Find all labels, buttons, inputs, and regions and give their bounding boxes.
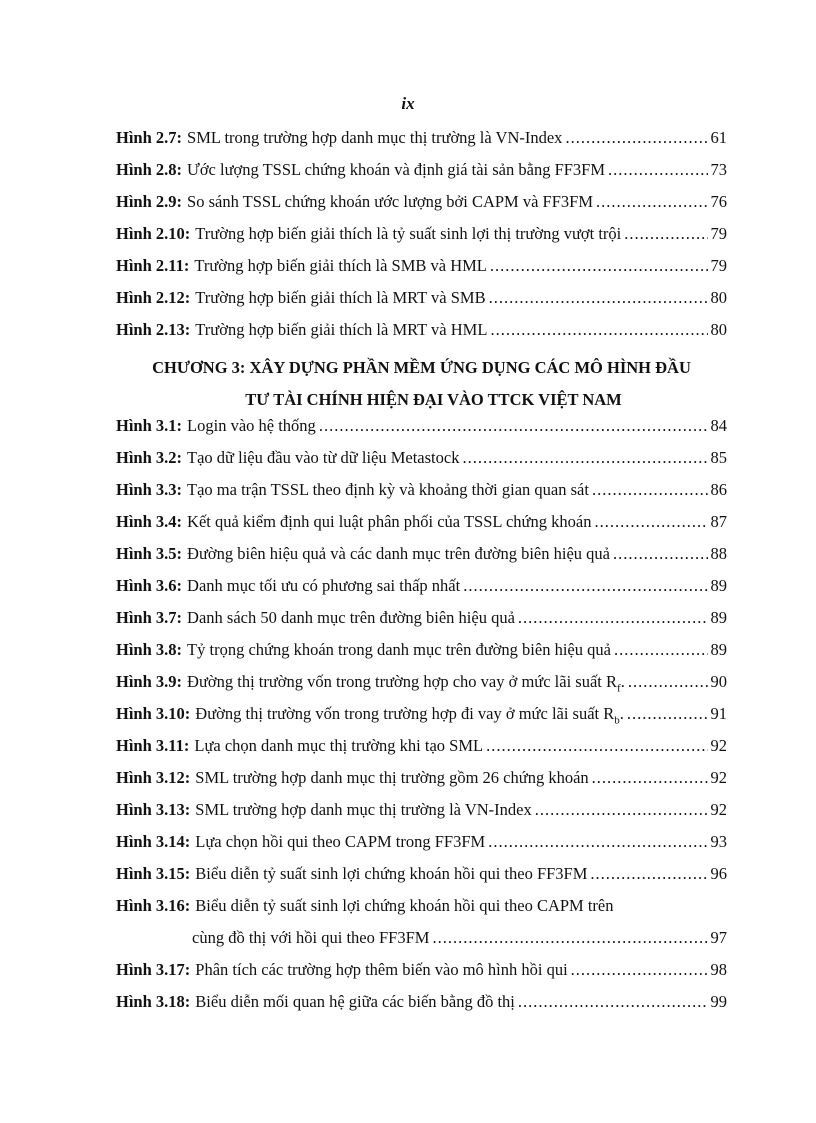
dot-leader: [489, 288, 708, 308]
figure-title: Kết quả kiểm định qui luật phân phối của TSSL chứng khoán: [187, 512, 592, 531]
page-ref: 92: [710, 800, 727, 819]
figure-label: Hình 3.6:: [116, 576, 183, 595]
toc-entry: [116, 512, 727, 544]
dot-leader: [613, 544, 708, 564]
figure-title: SML trong trường hợp danh mục thị trường là VN-Index: [187, 128, 563, 147]
figure-title: Lựa chọn danh mục thị trường khi tạo SML: [194, 736, 484, 755]
toc-entry: [116, 960, 727, 992]
dot-leader: [319, 416, 708, 436]
toc-entry: [116, 576, 727, 608]
figure-label: Hình 2.13:: [116, 320, 191, 339]
page-ref: 91: [710, 704, 727, 723]
toc-entry: [116, 800, 727, 832]
toc-entry: [116, 736, 727, 768]
dot-leader: [535, 800, 708, 820]
dot-leader: [490, 256, 708, 276]
toc-entry-line1: [116, 896, 727, 928]
dot-leader: [518, 992, 708, 1012]
figure-label: Hình 3.10:: [116, 704, 191, 723]
list-of-figures: [116, 128, 727, 1024]
figure-title: Trường hợp biến giải thích là MRT và HML: [195, 320, 488, 339]
toc-entry: [116, 288, 727, 320]
toc-entry: [116, 416, 727, 448]
figure-label: Hình 3.17:: [116, 960, 191, 979]
figure-title: Trường hợp biến giải thích là SMB và HML: [194, 256, 487, 275]
dot-leader: [628, 672, 708, 692]
toc-entry: [116, 640, 727, 672]
figure-title-text: Đường thị trường vốn trong trường hợp cho vay ở mức lãi suất R: [187, 672, 618, 691]
figure-label: Hình 2.10:: [116, 224, 191, 243]
dot-leader: [614, 640, 708, 660]
figure-label: Hình 3.13:: [116, 800, 191, 819]
page-ref: 89: [710, 640, 727, 659]
figure-title: Đường biên hiệu quả và các danh mục trên đường biên hiệu quả: [187, 544, 610, 563]
figure-title: Tạo dữ liệu đầu vào từ dữ liệu Metastock: [187, 448, 460, 467]
figure-label: Hình 3.3:: [116, 480, 183, 499]
page-ref: 99: [710, 992, 727, 1011]
dot-leader: [565, 128, 707, 148]
figure-title: Biểu diễn tỷ suất sinh lợi chứng khoán hồi qui theo CAPM trên: [195, 896, 614, 915]
toc-entry: [116, 192, 727, 224]
page-ref: 84: [710, 416, 727, 435]
dot-leader: [627, 704, 708, 724]
dot-leader: [592, 768, 708, 788]
page-ref: 92: [710, 768, 727, 787]
page-ref: 89: [710, 608, 727, 627]
dot-leader: [571, 960, 708, 980]
toc-entry: [116, 256, 727, 288]
chapter-heading-line1: CHƯƠNG 3: XÂY DỰNG PHẦN MỀM ỨNG DỤNG CÁC MÔ HÌNH ĐẦU: [152, 358, 691, 377]
figure-title: So sánh TSSL chứng khoán ước lượng bởi CAPM và FF3FM: [187, 192, 593, 211]
dot-leader: [590, 864, 707, 884]
dot-leader: [490, 320, 707, 340]
figure-label: Hình 3.2:: [116, 448, 183, 467]
figure-label: Hình 2.7:: [116, 128, 183, 147]
figure-label: Hình 2.8:: [116, 160, 183, 179]
figure-title: Phân tích các trường hợp thêm biến vào mô hình hồi qui: [195, 960, 568, 979]
figure-title: SML trường hợp danh mục thị trường là VN-Index: [195, 800, 532, 819]
toc-entry: [116, 128, 727, 160]
figure-label: Hình 3.12:: [116, 768, 191, 787]
page-ref: 73: [710, 160, 727, 179]
figure-title: [195, 704, 624, 726]
figure-title: Ước lượng TSSL chứng khoán và định giá tài sản bằng FF3FM: [187, 160, 606, 179]
figure-title-continued: cùng đồ thị với hồi qui theo FF3FM: [192, 928, 430, 947]
figure-label: Hình 2.11:: [116, 256, 190, 275]
figure-label: Hình 3.18:: [116, 992, 191, 1011]
dot-leader: [463, 576, 707, 596]
page-ref: 87: [710, 512, 727, 531]
figure-label: Hình 3.16:: [116, 896, 191, 915]
dot-leader: [608, 160, 707, 180]
dot-leader: [596, 192, 708, 212]
figure-label: Hình 3.14:: [116, 832, 191, 851]
dot-leader: [486, 736, 707, 756]
dot-leader: [488, 832, 707, 852]
figure-label: Hình 2.12:: [116, 288, 191, 307]
figure-label: Hình 3.8:: [116, 640, 183, 659]
figure-label: Hình 2.9:: [116, 192, 183, 211]
page-ref: 88: [710, 544, 727, 563]
figure-title-end: .: [619, 704, 624, 723]
toc-entry: [116, 768, 727, 800]
figure-title: Biểu diễn mối quan hệ giữa các biến bằng đồ thị: [195, 992, 515, 1011]
page-ref: 79: [710, 224, 727, 243]
page-ref: 61: [710, 128, 727, 147]
figure-title-end: .: [620, 672, 625, 691]
figure-title: Trường hợp biến giải thích là MRT và SMB: [195, 288, 486, 307]
subscript: f: [617, 682, 621, 695]
toc-entry: [116, 704, 727, 736]
toc-entry: [116, 608, 727, 640]
figure-title: Tạo ma trận TSSL theo định kỳ và khoảng thời gian quan sát: [187, 480, 589, 499]
page-ref: 76: [710, 192, 727, 211]
toc-entry: [116, 480, 727, 512]
page-ref: 96: [710, 864, 727, 883]
figure-title: Trường hợp biến giải thích là tỷ suất sinh lợi thị trường vượt trội: [195, 224, 622, 243]
page-number: ix: [401, 94, 415, 113]
figure-title: Login vào hệ thống: [187, 416, 316, 435]
figure-label: Hình 3.1:: [116, 416, 183, 435]
page-ref: 85: [710, 448, 727, 467]
page-ref: 79: [710, 256, 727, 275]
toc-entry: [116, 672, 727, 704]
figure-label: Hình 3.5:: [116, 544, 183, 563]
figure-label: Hình 3.9:: [116, 672, 183, 691]
figure-label: Hình 3.11:: [116, 736, 190, 755]
page-ref: 93: [710, 832, 727, 851]
figure-label: Hình 3.7:: [116, 608, 183, 627]
dot-leader: [624, 224, 707, 244]
figure-title: Biểu diễn tỷ suất sinh lợi chứng khoán hồi qui theo FF3FM: [195, 864, 588, 883]
toc-entry: [116, 320, 727, 352]
figure-title: Lựa chọn hồi qui theo CAPM trong FF3FM: [195, 832, 486, 851]
page-ref: 98: [710, 960, 727, 979]
toc-entry: [116, 448, 727, 480]
dot-leader: [592, 480, 708, 500]
page-ref: 90: [710, 672, 727, 691]
toc-entry-line2: [116, 928, 727, 960]
page-ref: 89: [710, 576, 727, 595]
figure-title: SML trường hợp danh mục thị trường gồm 26 chứng khoán: [195, 768, 589, 787]
figure-title: [187, 672, 625, 694]
toc-entry: [116, 896, 727, 960]
dot-leader: [432, 928, 707, 948]
dot-leader: [518, 608, 708, 628]
chapter-heading-line2: TƯ TÀI CHÍNH HIỆN ĐẠI VÀO TTCK VIỆT NAM: [245, 390, 622, 409]
figure-title-text: Đường thị trường vốn trong trường hợp đi vay ở mức lãi suất R: [195, 704, 615, 723]
toc-entry: [116, 544, 727, 576]
chapter-heading: [116, 352, 727, 416]
page-ref: 97: [710, 928, 727, 947]
toc-entry: [116, 864, 727, 896]
dot-leader: [462, 448, 707, 468]
page-ref: 80: [710, 320, 727, 339]
page-ref: 80: [710, 288, 727, 307]
toc-entry: [116, 832, 727, 864]
toc-entry: [116, 224, 727, 256]
figure-title: Tỷ trọng chứng khoán trong danh mục trên đường biên hiệu quả: [187, 640, 611, 659]
subscript: b: [614, 714, 620, 727]
toc-entry: [116, 992, 727, 1024]
figure-label: Hình 3.15:: [116, 864, 191, 883]
figure-label: Hình 3.4:: [116, 512, 183, 531]
page-ref: 86: [710, 480, 727, 499]
page-ref: 92: [710, 736, 727, 755]
toc-entry: [116, 160, 727, 192]
figure-title: Danh sách 50 danh mục trên đường biên hiệu quả: [187, 608, 515, 627]
dot-leader: [594, 512, 707, 532]
figure-title: Danh mục tối ưu có phương sai thấp nhất: [187, 576, 461, 595]
